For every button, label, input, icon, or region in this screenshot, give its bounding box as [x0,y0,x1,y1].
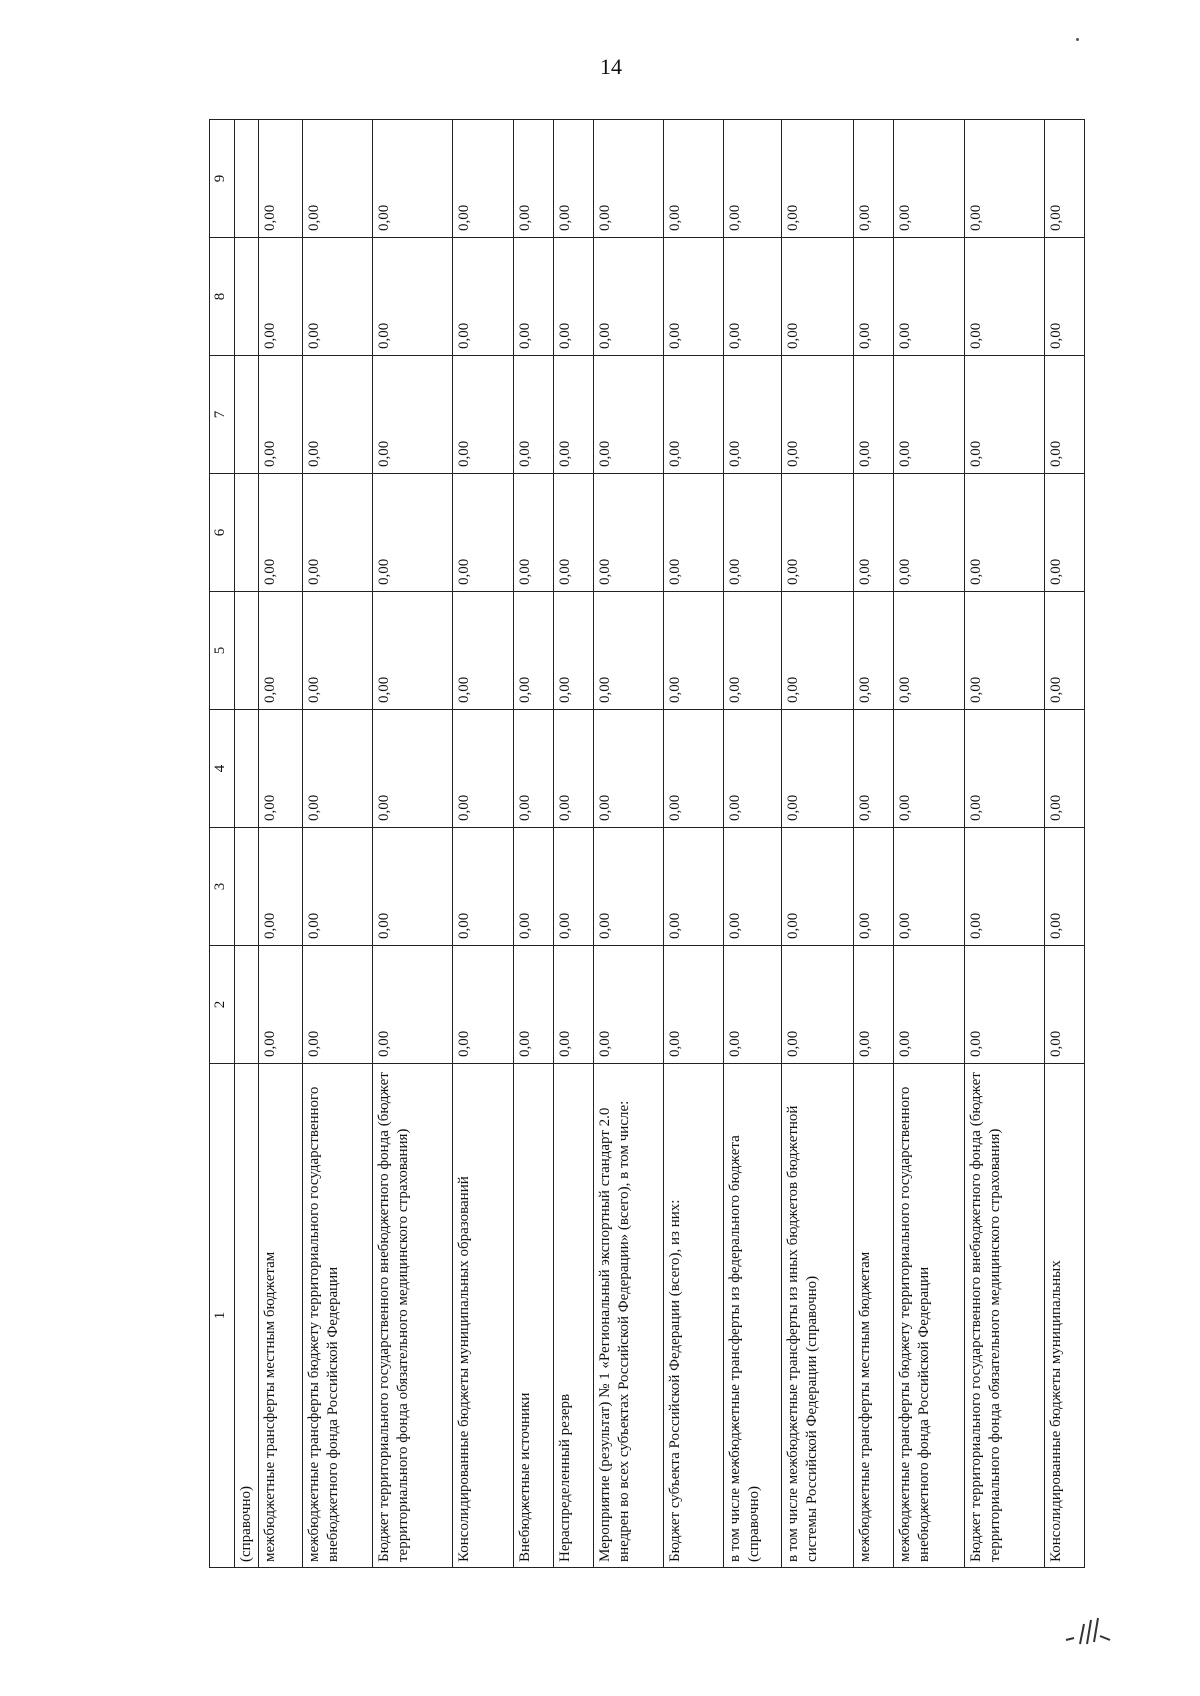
table-cell-value: 0,00 [894,828,964,946]
page-number: 14 [600,54,622,79]
table-cell-value: 0,00 [513,592,553,710]
row-label: Бюджет территориального государственного внебюджетного фонда (бюджет территориального фонда обязательного медицинского страхования) [964,1064,1044,1568]
table-cell-value [235,474,259,592]
table-cell-value: 0,00 [259,710,303,828]
table-cell-value: 0,00 [724,474,782,592]
table-cell-value: 0,00 [373,474,453,592]
table-cell-value: 0,00 [553,592,593,710]
row-label: в том числе межбюджетные трансферты из федерального бюджета (справочно) [724,1064,782,1568]
table-cell-value: 0,00 [663,828,723,946]
table-cell-value: 0,00 [964,238,1044,356]
table-cell-value: 0,00 [964,474,1044,592]
column-header: 8 [210,238,235,356]
table-cell-value: 0,00 [303,710,373,828]
table-cell-value: 0,00 [453,474,513,592]
table-cell-value: 0,00 [303,592,373,710]
table-cell-value [235,710,259,828]
table-cell-value: 0,00 [513,828,553,946]
table-cell-value: 0,00 [453,946,513,1064]
table-cell-value: 0,00 [453,710,513,828]
table-cell-value: 0,00 [259,474,303,592]
table-cell-value: 0,00 [894,474,964,592]
table-cell-value: 0,00 [894,238,964,356]
row-label: в том числе межбюджетные трансферты из иных бюджетов бюджетной системы Российской Федерации (справочно) [782,1064,854,1568]
table-cell-value: 0,00 [894,592,964,710]
table-cell-value: 0,00 [894,710,964,828]
table-cell-value: 0,00 [782,238,854,356]
column-header: 3 [210,828,235,946]
table-row [663,120,723,1568]
table-cell-value: 0,00 [303,946,373,1064]
table-cell-value: 0,00 [303,238,373,356]
rotated-table-container [209,120,1085,1568]
table-row [453,120,513,1568]
table-cell-value: 0,00 [513,710,553,828]
column-header: 2 [210,946,235,1064]
table-row [373,120,453,1568]
table-cell-value: 0,00 [453,356,513,474]
table-cell-value: 0,00 [513,238,553,356]
table-cell-value: 0,00 [1044,828,1084,946]
table-cell-value: 0,00 [724,356,782,474]
table-cell-value: 0,00 [553,946,593,1064]
table-cell-value: 0,00 [1044,592,1084,710]
table-cell-value: 0,00 [373,238,453,356]
table-cell-value: 0,00 [894,120,964,238]
column-header: 5 [210,592,235,710]
table-cell-value: 0,00 [553,474,593,592]
table-cell-value: 0,00 [663,474,723,592]
table-cell-value: 0,00 [724,710,782,828]
table-cell-value: 0,00 [513,474,553,592]
row-label: Консолидированные бюджеты муниципальных [1044,1064,1084,1568]
budget-table [209,119,1085,1568]
table-cell-value: 0,00 [1044,946,1084,1064]
table-row [854,120,894,1568]
table-cell-value: 0,00 [303,474,373,592]
table-cell-value: 0,00 [259,238,303,356]
table-cell-value: 0,00 [453,238,513,356]
table-cell-value: 0,00 [854,238,894,356]
table-row [303,120,373,1568]
table-row [894,120,964,1568]
table-cell-value: 0,00 [724,828,782,946]
table-cell-value: 0,00 [303,120,373,238]
table-cell-value: 0,00 [593,120,663,238]
table-cell-value: 0,00 [553,238,593,356]
table-cell-value: 0,00 [373,120,453,238]
table-cell-value: 0,00 [453,592,513,710]
row-label: Нераспределенный резерв [553,1064,593,1568]
table-cell-value: 0,00 [782,474,854,592]
table-cell-value: 0,00 [303,356,373,474]
table-row [964,120,1044,1568]
table-cell-value: 0,00 [854,474,894,592]
table-cell-value: 0,00 [782,946,854,1064]
row-label: Бюджет субъекта Российской Федерации (всего), из них: [663,1064,723,1568]
table-row [553,120,593,1568]
table-cell-value [235,238,259,356]
table-cell-value: 0,00 [1044,710,1084,828]
table-cell-value: 0,00 [1044,120,1084,238]
handwritten-mark [1060,1610,1120,1650]
table-cell-value: 0,00 [724,238,782,356]
table-cell-value: 0,00 [964,946,1044,1064]
table-cell-value: 0,00 [513,356,553,474]
table-cell-value: 0,00 [373,356,453,474]
table-cell-value: 0,00 [259,592,303,710]
table-row [724,120,782,1568]
scan-speck [1076,38,1079,41]
table-cell-value: 0,00 [453,828,513,946]
row-label: (справочно) [235,1064,259,1568]
row-label: межбюджетные трансферты бюджету территориального государственного внебюджетного фонда Российской Федерации [894,1064,964,1568]
table-cell-value: 0,00 [724,120,782,238]
table-cell-value: 0,00 [259,120,303,238]
table-cell-value: 0,00 [663,356,723,474]
table-cell-value: 0,00 [593,474,663,592]
table-cell-value: 0,00 [303,828,373,946]
table-cell-value: 0,00 [593,592,663,710]
table-cell-value [235,828,259,946]
table-cell-value [235,356,259,474]
row-label: межбюджетные трансферты местным бюджетам [854,1064,894,1568]
row-label: межбюджетные трансферты бюджету территориального государственного внебюджетного фонда Российской Федерации [303,1064,373,1568]
table-cell-value: 0,00 [964,120,1044,238]
table-cell-value: 0,00 [1044,238,1084,356]
table-cell-value [235,946,259,1064]
table-cell-value: 0,00 [964,592,1044,710]
row-label: межбюджетные трансферты местным бюджетам [259,1064,303,1568]
table-row [235,120,259,1568]
table-cell-value: 0,00 [964,356,1044,474]
table-cell-value: 0,00 [553,710,593,828]
table-cell-value: 0,00 [513,946,553,1064]
table-header-row [210,120,235,1568]
table-cell-value: 0,00 [593,828,663,946]
column-header: 1 [210,1064,235,1568]
table-cell-value: 0,00 [593,356,663,474]
row-label: Бюджет территориального государственного внебюджетного фонда (бюджет территориального фонда обязательного медицинского страхования) [373,1064,453,1568]
row-label: Консолидированные бюджеты муниципальных образований [453,1064,513,1568]
table-cell-value: 0,00 [663,120,723,238]
table-cell-value: 0,00 [724,592,782,710]
table-cell-value: 0,00 [854,592,894,710]
table-cell-value: 0,00 [593,946,663,1064]
table-cell-value: 0,00 [782,828,854,946]
table-cell-value: 0,00 [854,120,894,238]
table-row [513,120,553,1568]
table-cell-value: 0,00 [854,710,894,828]
row-label: Мероприятие (результат) № 1 «Региональный экспортный стандарт 2.0 внедрен во всех субъектах Российской Федерации» (всего), в том числе: [593,1064,663,1568]
table-cell-value: 0,00 [964,828,1044,946]
table-cell-value: 0,00 [964,710,1044,828]
column-header: 9 [210,120,235,238]
table-cell-value: 0,00 [373,592,453,710]
table-row [593,120,663,1568]
table-row [259,120,303,1568]
table-cell-value [235,120,259,238]
table-cell-value: 0,00 [553,828,593,946]
table-cell-value: 0,00 [854,356,894,474]
table-row [782,120,854,1568]
table-cell-value: 0,00 [782,120,854,238]
column-header: 4 [210,710,235,828]
table-cell-value: 0,00 [259,356,303,474]
table-cell-value: 0,00 [724,946,782,1064]
table-cell-value: 0,00 [553,120,593,238]
table-cell-value: 0,00 [854,828,894,946]
table-cell-value: 0,00 [259,828,303,946]
table-cell-value: 0,00 [373,946,453,1064]
column-header: 7 [210,356,235,474]
table-cell-value: 0,00 [513,120,553,238]
table-cell-value: 0,00 [663,710,723,828]
table-cell-value: 0,00 [663,592,723,710]
table-cell-value: 0,00 [259,946,303,1064]
table-cell-value: 0,00 [593,710,663,828]
column-header: 6 [210,474,235,592]
table-cell-value [235,592,259,710]
table-row [1044,120,1084,1568]
table-cell-value: 0,00 [663,946,723,1064]
table-cell-value: 0,00 [782,356,854,474]
table-cell-value: 0,00 [782,710,854,828]
table-cell-value: 0,00 [1044,356,1084,474]
table-cell-value: 0,00 [854,946,894,1064]
table-cell-value: 0,00 [663,238,723,356]
row-label: Внебюджетные источники [513,1064,553,1568]
table-cell-value: 0,00 [1044,474,1084,592]
table-cell-value: 0,00 [593,238,663,356]
table-cell-value: 0,00 [894,946,964,1064]
table-cell-value: 0,00 [453,120,513,238]
table-cell-value: 0,00 [782,592,854,710]
table-cell-value: 0,00 [373,828,453,946]
table-cell-value: 0,00 [553,356,593,474]
table-cell-value: 0,00 [894,356,964,474]
table-cell-value: 0,00 [373,710,453,828]
